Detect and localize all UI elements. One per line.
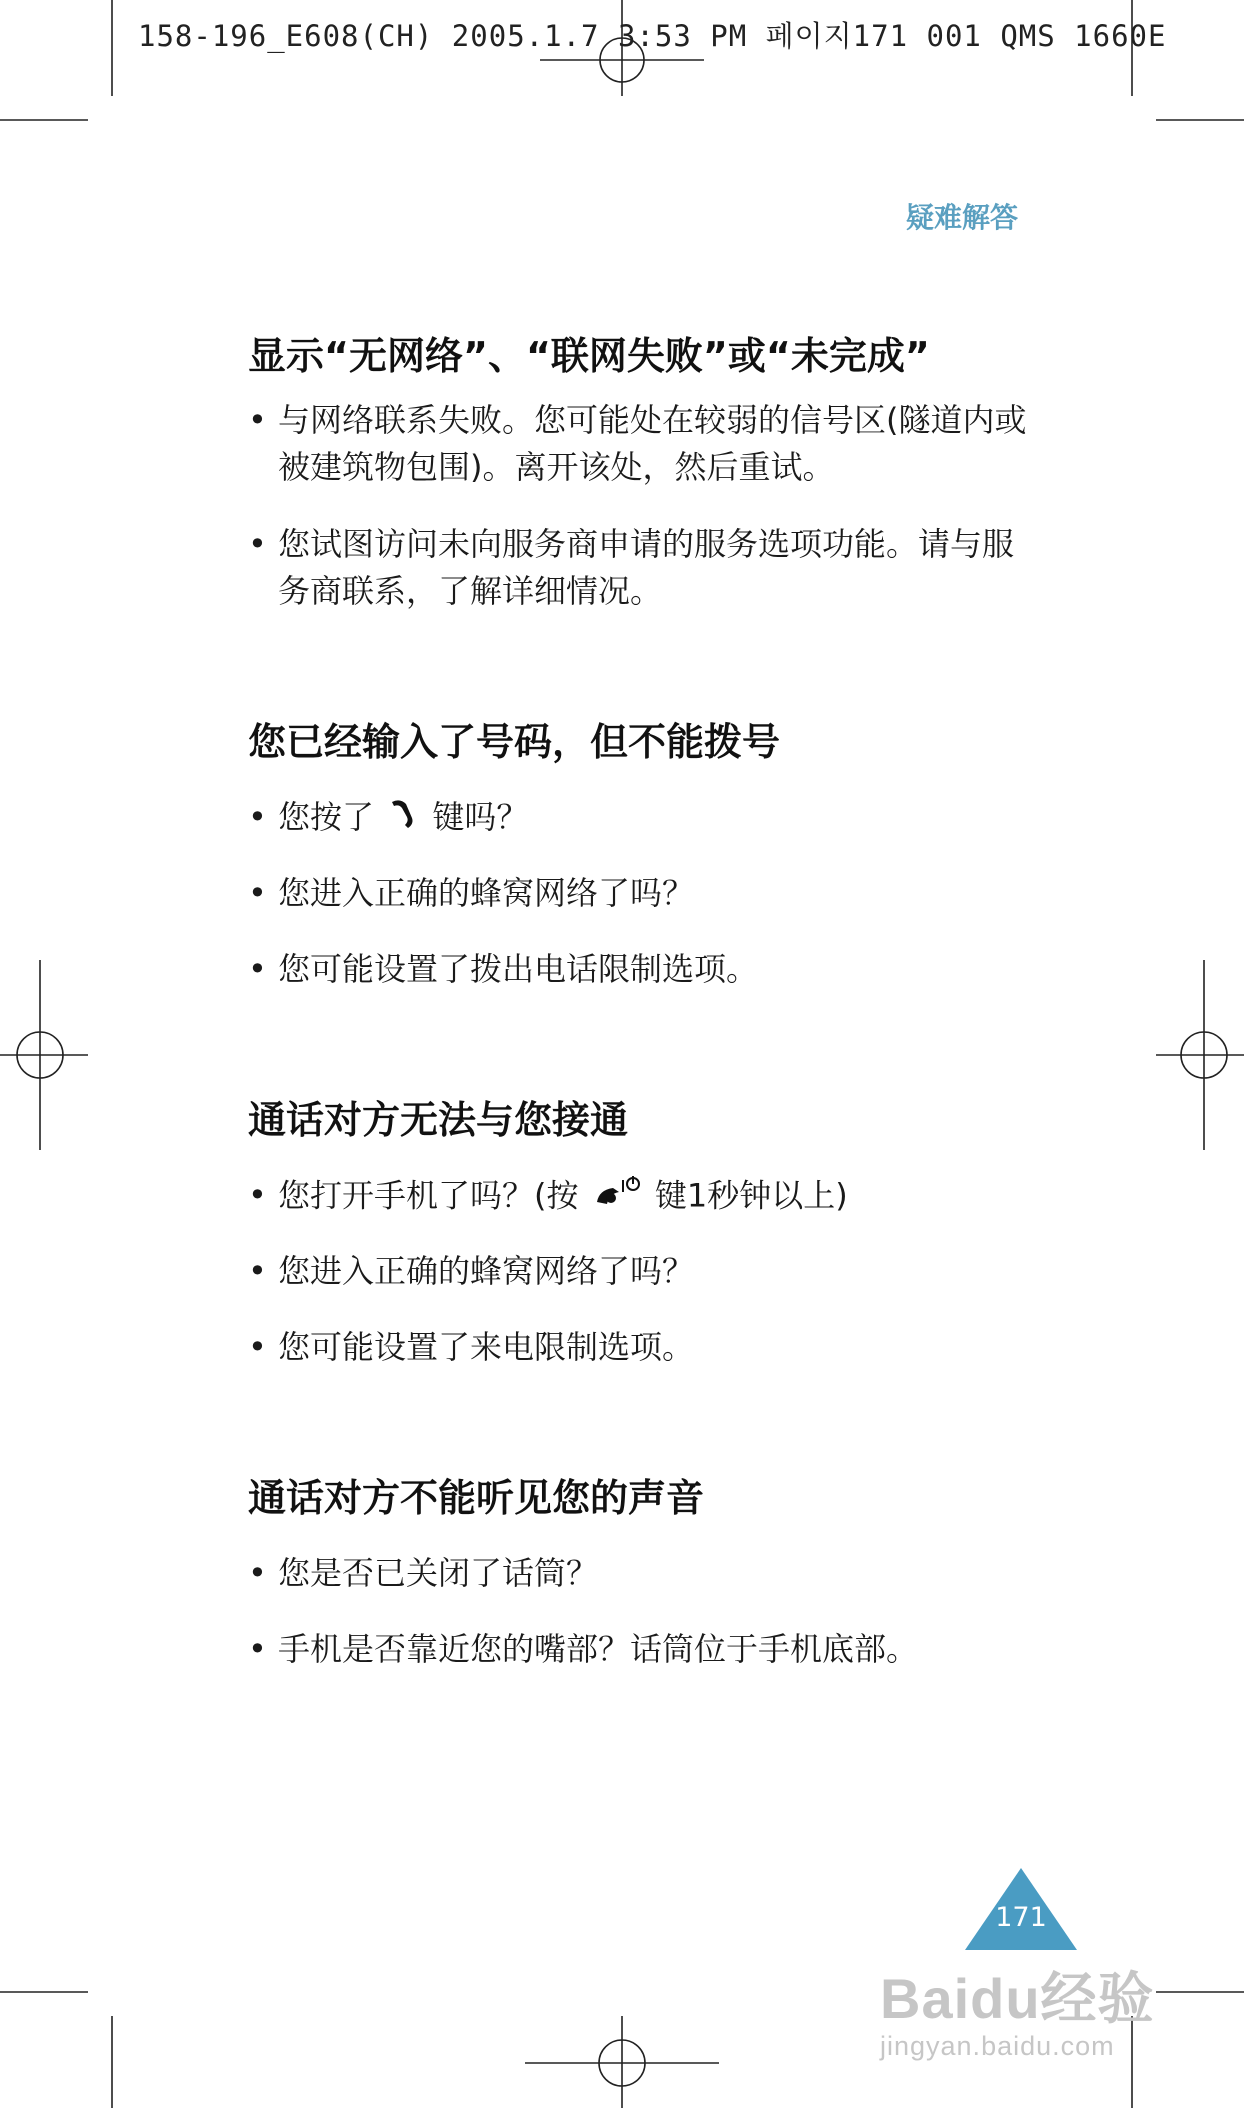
list-item: • 您进入正确的蜂窝网络了吗？ — [248, 1248, 1028, 1295]
section-heading: 通话对方无法与您接通 — [248, 1098, 629, 1142]
list-item: • 您试图访问未向服务商申请的服务选项功能。请与服务商联系，了解详细情况。 — [248, 521, 1028, 615]
list-item — [248, 794, 1028, 843]
print-header: 158-196_E608(CH) 2005.1.7 3:53 PM 페이지171 001 QMS 1660E — [138, 19, 1167, 53]
page-number-badge — [965, 1868, 1077, 1950]
section-heading: 通话对方不能听见您的声音 — [248, 1476, 705, 1520]
send-key-icon — [384, 796, 422, 843]
list-item: • 您是否已关闭了话筒？ — [248, 1550, 1028, 1597]
list-item-text: 键吗？ — [432, 798, 529, 836]
list-item: • 手机是否靠近您的嘴部？话筒位于手机底部。 — [248, 1626, 1028, 1673]
section-heading: 您已经输入了号码，但不能拨号 — [248, 720, 781, 764]
power-end-key-icon — [589, 1172, 645, 1223]
watermark — [880, 1955, 1155, 2062]
list-item — [248, 1172, 1028, 1223]
section-tag: 疑难解答 — [905, 201, 1018, 234]
list-item: • 您可能设置了来电限制选项。 — [248, 1324, 1028, 1371]
list-item-text: 您按了 — [278, 798, 375, 836]
list-item-text: 您打开手机了吗？(按 — [278, 1176, 579, 1215]
watermark-url: jingyan.baidu.com — [880, 2031, 1115, 2061]
list-item-text: 键1秒钟以上) — [654, 1176, 848, 1215]
page-number: 171 — [995, 1902, 1047, 1933]
list-item: • 您可能设置了拨出电话限制选项。 — [248, 946, 1028, 993]
list-item: • 您进入正确的蜂窝网络了吗？ — [248, 870, 1028, 917]
watermark-logo: Baidu经验 — [880, 1967, 1155, 2030]
list-item: • 与网络联系失败。您可能处在较弱的信号区(隧道内或被建筑物包围)。离开该处，然后重试。 — [248, 397, 1028, 491]
section-heading: 显示“无网络”、“联网失败”或“未完成” — [248, 334, 930, 378]
